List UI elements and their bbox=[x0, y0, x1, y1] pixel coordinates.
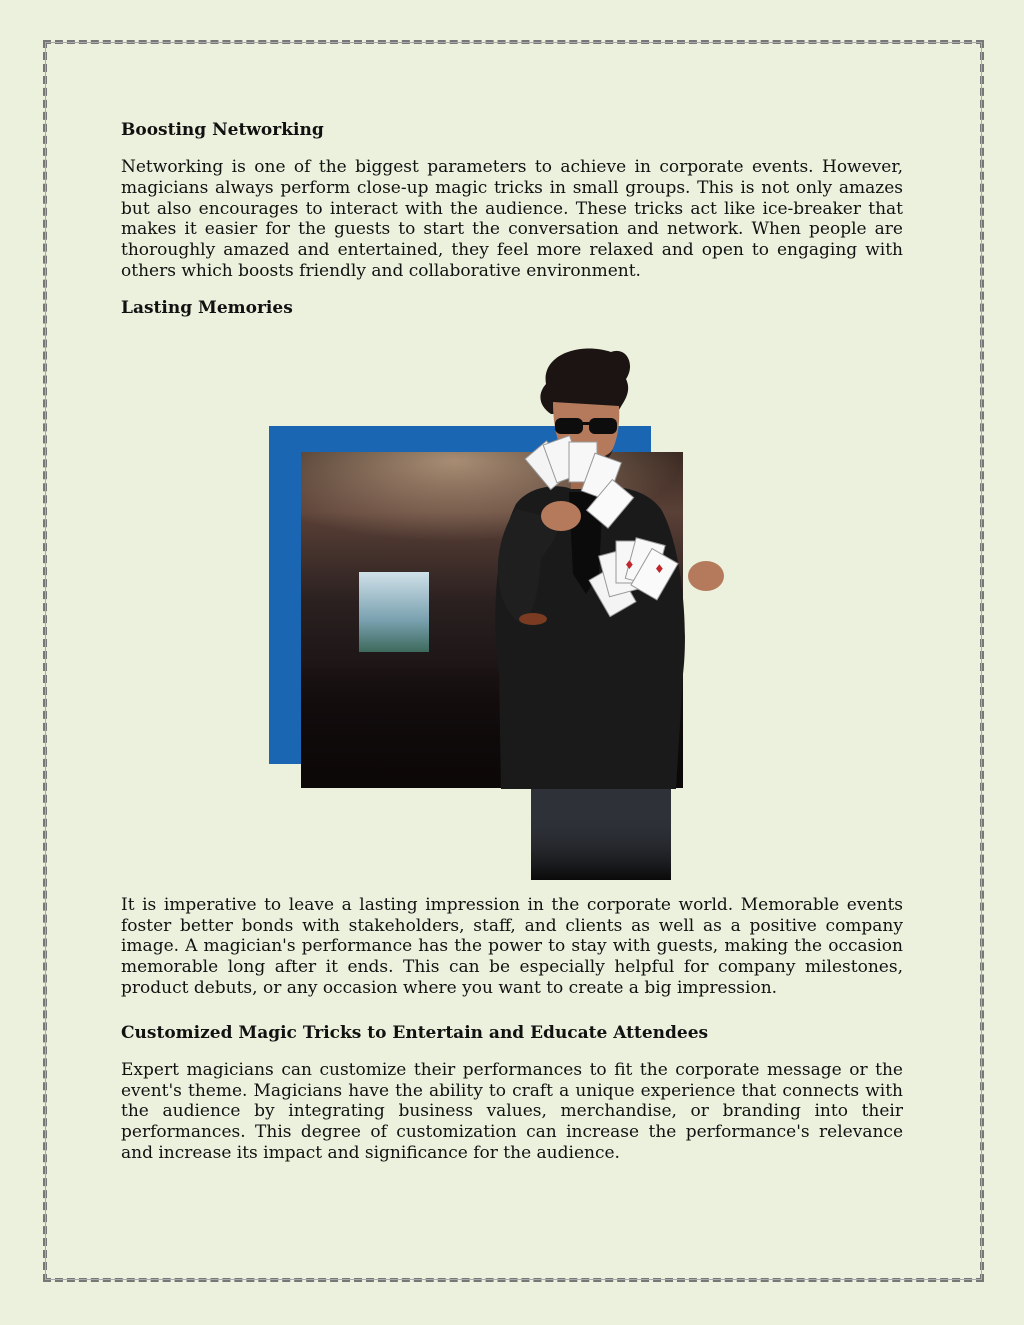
paragraph-customized-magic-tricks: Expert magicians can customize their performances to fit the corporate message or the event's theme. Magicians have the ability to craft a unique experience that connects with the audience by integrating business values, merchandise, or branding into their performances. This degree of customization can increase the performance's relevance and increase its impact and significance for the audience. bbox=[121, 1059, 903, 1163]
heading-lasting-memories: Lasting Memories bbox=[121, 297, 293, 318]
stage-screen bbox=[359, 572, 429, 652]
paragraph-lasting-memories: It is imperative to leave a lasting impression in the corporate world. Memorable events foster better bonds with stakeholders, staff, and clients as well as a positive company image. A magician's performance has the power to stay with guests, making the occasion memorable long after it ends. This can be especially helpful for company milestones, product debuts, or any occasion where you want to create a big impression. bbox=[121, 894, 903, 998]
document-content bbox=[121, 118, 903, 1164]
svg-text:♦: ♦ bbox=[624, 557, 635, 572]
heading-boosting-networking: Boosting Networking bbox=[121, 120, 324, 140]
magician-photo-icon bbox=[421, 344, 741, 880]
magician-figure bbox=[121, 328, 903, 880]
heading-customized-magic-tricks: Customized Magic Tricks to Entertain and Educate Attendees bbox=[121, 1022, 709, 1043]
svg-text:♦: ♦ bbox=[654, 561, 665, 576]
paragraph-boosting-networking: Networking is one of the biggest parameters to achieve in corporate events. However, magicians always perform close-up magic tricks in small groups. This is not only amazes but also encourages to interact with the audience. These tricks act like ice-breaker that makes it easier for the guests to start the conversation and network. When people are thoroughly amazed and entertained, they feel more relaxed and open to engaging with others which boosts friendly and collaborative environment. bbox=[121, 157, 903, 281]
